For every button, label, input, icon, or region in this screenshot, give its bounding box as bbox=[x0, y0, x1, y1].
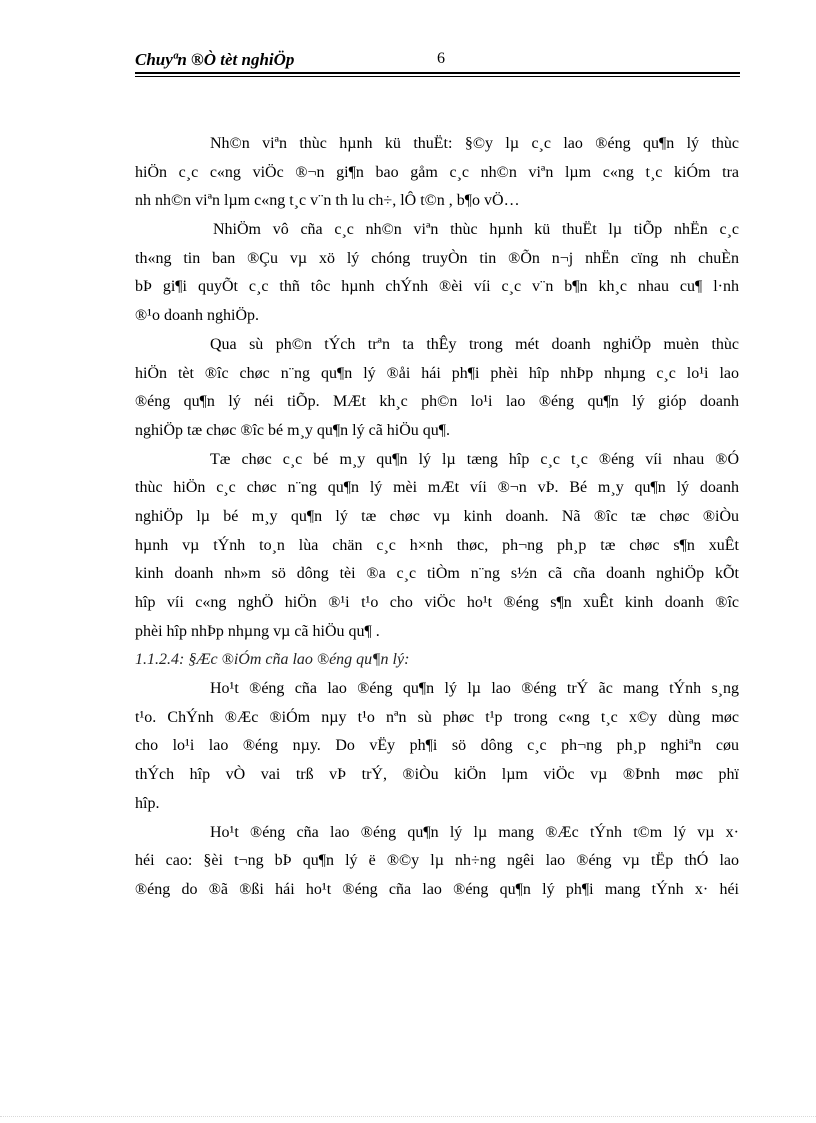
paragraph bbox=[135, 675, 739, 818]
page-number: 6 bbox=[437, 50, 445, 67]
text-line: thùc hiÖn c¸c chøc n¨ng qu¶n lý mèi mÆt víi ®¬n vÞ. Bé m¸y qu¶n lý doanh bbox=[135, 479, 739, 497]
text-line: Ho¹t ®éng cña lao ®éng qu¶n lý lµ mang ®Æc tÝnh t©m lý vµ x· bbox=[210, 823, 739, 841]
page-header bbox=[135, 50, 740, 72]
text-line: kinh doanh nh»m sö dông tèi ®a c¸c tiÒm n¨ng s½n cã cña doanh nghiÖp kÕt bbox=[135, 565, 739, 583]
text-line: Nh©n viªn thùc hµnh kü thuËt: §©y lµ c¸c lao ®éng qu¶n lý thùc bbox=[210, 135, 739, 152]
header-rule-thin bbox=[135, 76, 740, 77]
paragraph bbox=[135, 130, 739, 216]
paragraph bbox=[135, 446, 739, 647]
text-line: nh nh©n viªn lµm c«ng t¸c v¨n th lu ch÷, lÔ t©n , b¶o vÖ… bbox=[135, 192, 520, 210]
paragraph bbox=[135, 216, 739, 331]
text-line: bÞ gi¶i quyÕt c¸c thñ tôc hµnh chÝnh ®èi víi c¸c v¨n b¶n kh¸c nhau cu¶ l·nh bbox=[135, 278, 739, 296]
text-line: nghiÖp tæ chøc ®îc bé m¸y qu¶n lý cã hiÖu qu¶. bbox=[135, 421, 451, 439]
text-line: ®¹o doanh nghiÖp. bbox=[135, 307, 260, 325]
text-line: Ho¹t ®éng cña lao ®éng qu¶n lý lµ lao ®éng trÝ ãc mang tÝnh s¸ng bbox=[210, 680, 739, 698]
text-line: t¹o. ChÝnh ®Æc ®iÓm nµy t¹o nªn sù phøc t¹p trong c«ng t¸c x©y dùng møc bbox=[135, 708, 739, 726]
document-title: Chuyªn ®Ò tèt nghiÖp bbox=[135, 50, 295, 69]
document-body bbox=[135, 130, 739, 905]
section-heading: 1.1.2.4: §Æc ®iÓm cña lao ®éng qu¶n lý: bbox=[135, 651, 410, 669]
text-line: héi cao: §èi t¬ng bÞ qu¶n lý ë ®©y lµ nh÷ng ngêi lao ®éng vµ tËp thÓ lao bbox=[135, 852, 739, 870]
text-line: thÝch hîp vÒ vai trß vÞ trÝ, ®iÒu kiÖn lµm viÖc vµ ®Þnh møc phï bbox=[135, 766, 739, 784]
text-line: phèi hîp nhÞp nhµng vµ cã hiÖu qu¶ . bbox=[135, 622, 380, 640]
paragraph bbox=[135, 331, 739, 446]
page-bottom-edge bbox=[0, 1116, 816, 1117]
paragraph bbox=[135, 819, 739, 905]
text-line: cho lo¹i lao ®éng nµy. Do vËy ph¶i sö dông c¸c ph¬ng ph¸p nghiªn cøu bbox=[135, 737, 739, 755]
text-line: hiÖn c¸c c«ng viÖc ®¬n gi¶n bao gåm c¸c nh©n viªn lµm c«ng t¸c kiÓm tra bbox=[135, 163, 739, 181]
text-line: nghiÖp lµ bé m¸y qu¶n lý tæ chøc vµ kinh doanh. Nã ®îc tæ chøc ®iÒu bbox=[135, 507, 739, 525]
text-line: hîp. bbox=[135, 794, 160, 812]
text-line: Tæ chøc c¸c bé m¸y qu¶n lý lµ tæng hîp c¸c t¸c ®éng víi nhau ®Ó bbox=[210, 450, 739, 468]
text-line: th«ng tin ban ®Çu vµ xö lý chóng truyÒn tin ®Õn n¬j nhËn cïng nh chuÈn bbox=[135, 249, 739, 267]
text-line: Qua sù ph©n tÝch trªn ta thÊy trong mét doanh nghiÖp muèn thùc bbox=[210, 335, 739, 353]
text-line: ®éng qu¶n lý néi tiÕp. MÆt kh¸c ph©n lo¹i lao ®éng qu¶n lý gióp doanh bbox=[135, 393, 739, 411]
text-line: hiÖn tèt ®îc chøc n¨ng qu¶n lý ®åi hái ph¶i phèi hîp nhÞp nhµng c¸c lo¹i lao bbox=[135, 364, 739, 382]
text-line: NhiÖm vô cña c¸c nh©n viªn thùc hµnh kü thuËt lµ tiÕp nhËn c¸c bbox=[213, 221, 739, 239]
text-line: ®éng do ®ã ®ßi hái ho¹t ®éng cña lao ®éng qu¶n lý ph¶i mang tÝnh x· héi bbox=[135, 880, 739, 898]
text-line: hµnh vµ tÝnh to¸n lùa chän c¸c h×nh thøc, ph¬ng ph¸p tæ chøc s¶n xuÊt bbox=[135, 536, 739, 554]
text-line: hîp víi c«ng nghÖ hiÖn ®¹i t¹o cho viÖc ho¹t ®éng s¶n xuÊt kinh doanh ®îc bbox=[135, 594, 739, 611]
header-rule-thick bbox=[135, 72, 740, 74]
